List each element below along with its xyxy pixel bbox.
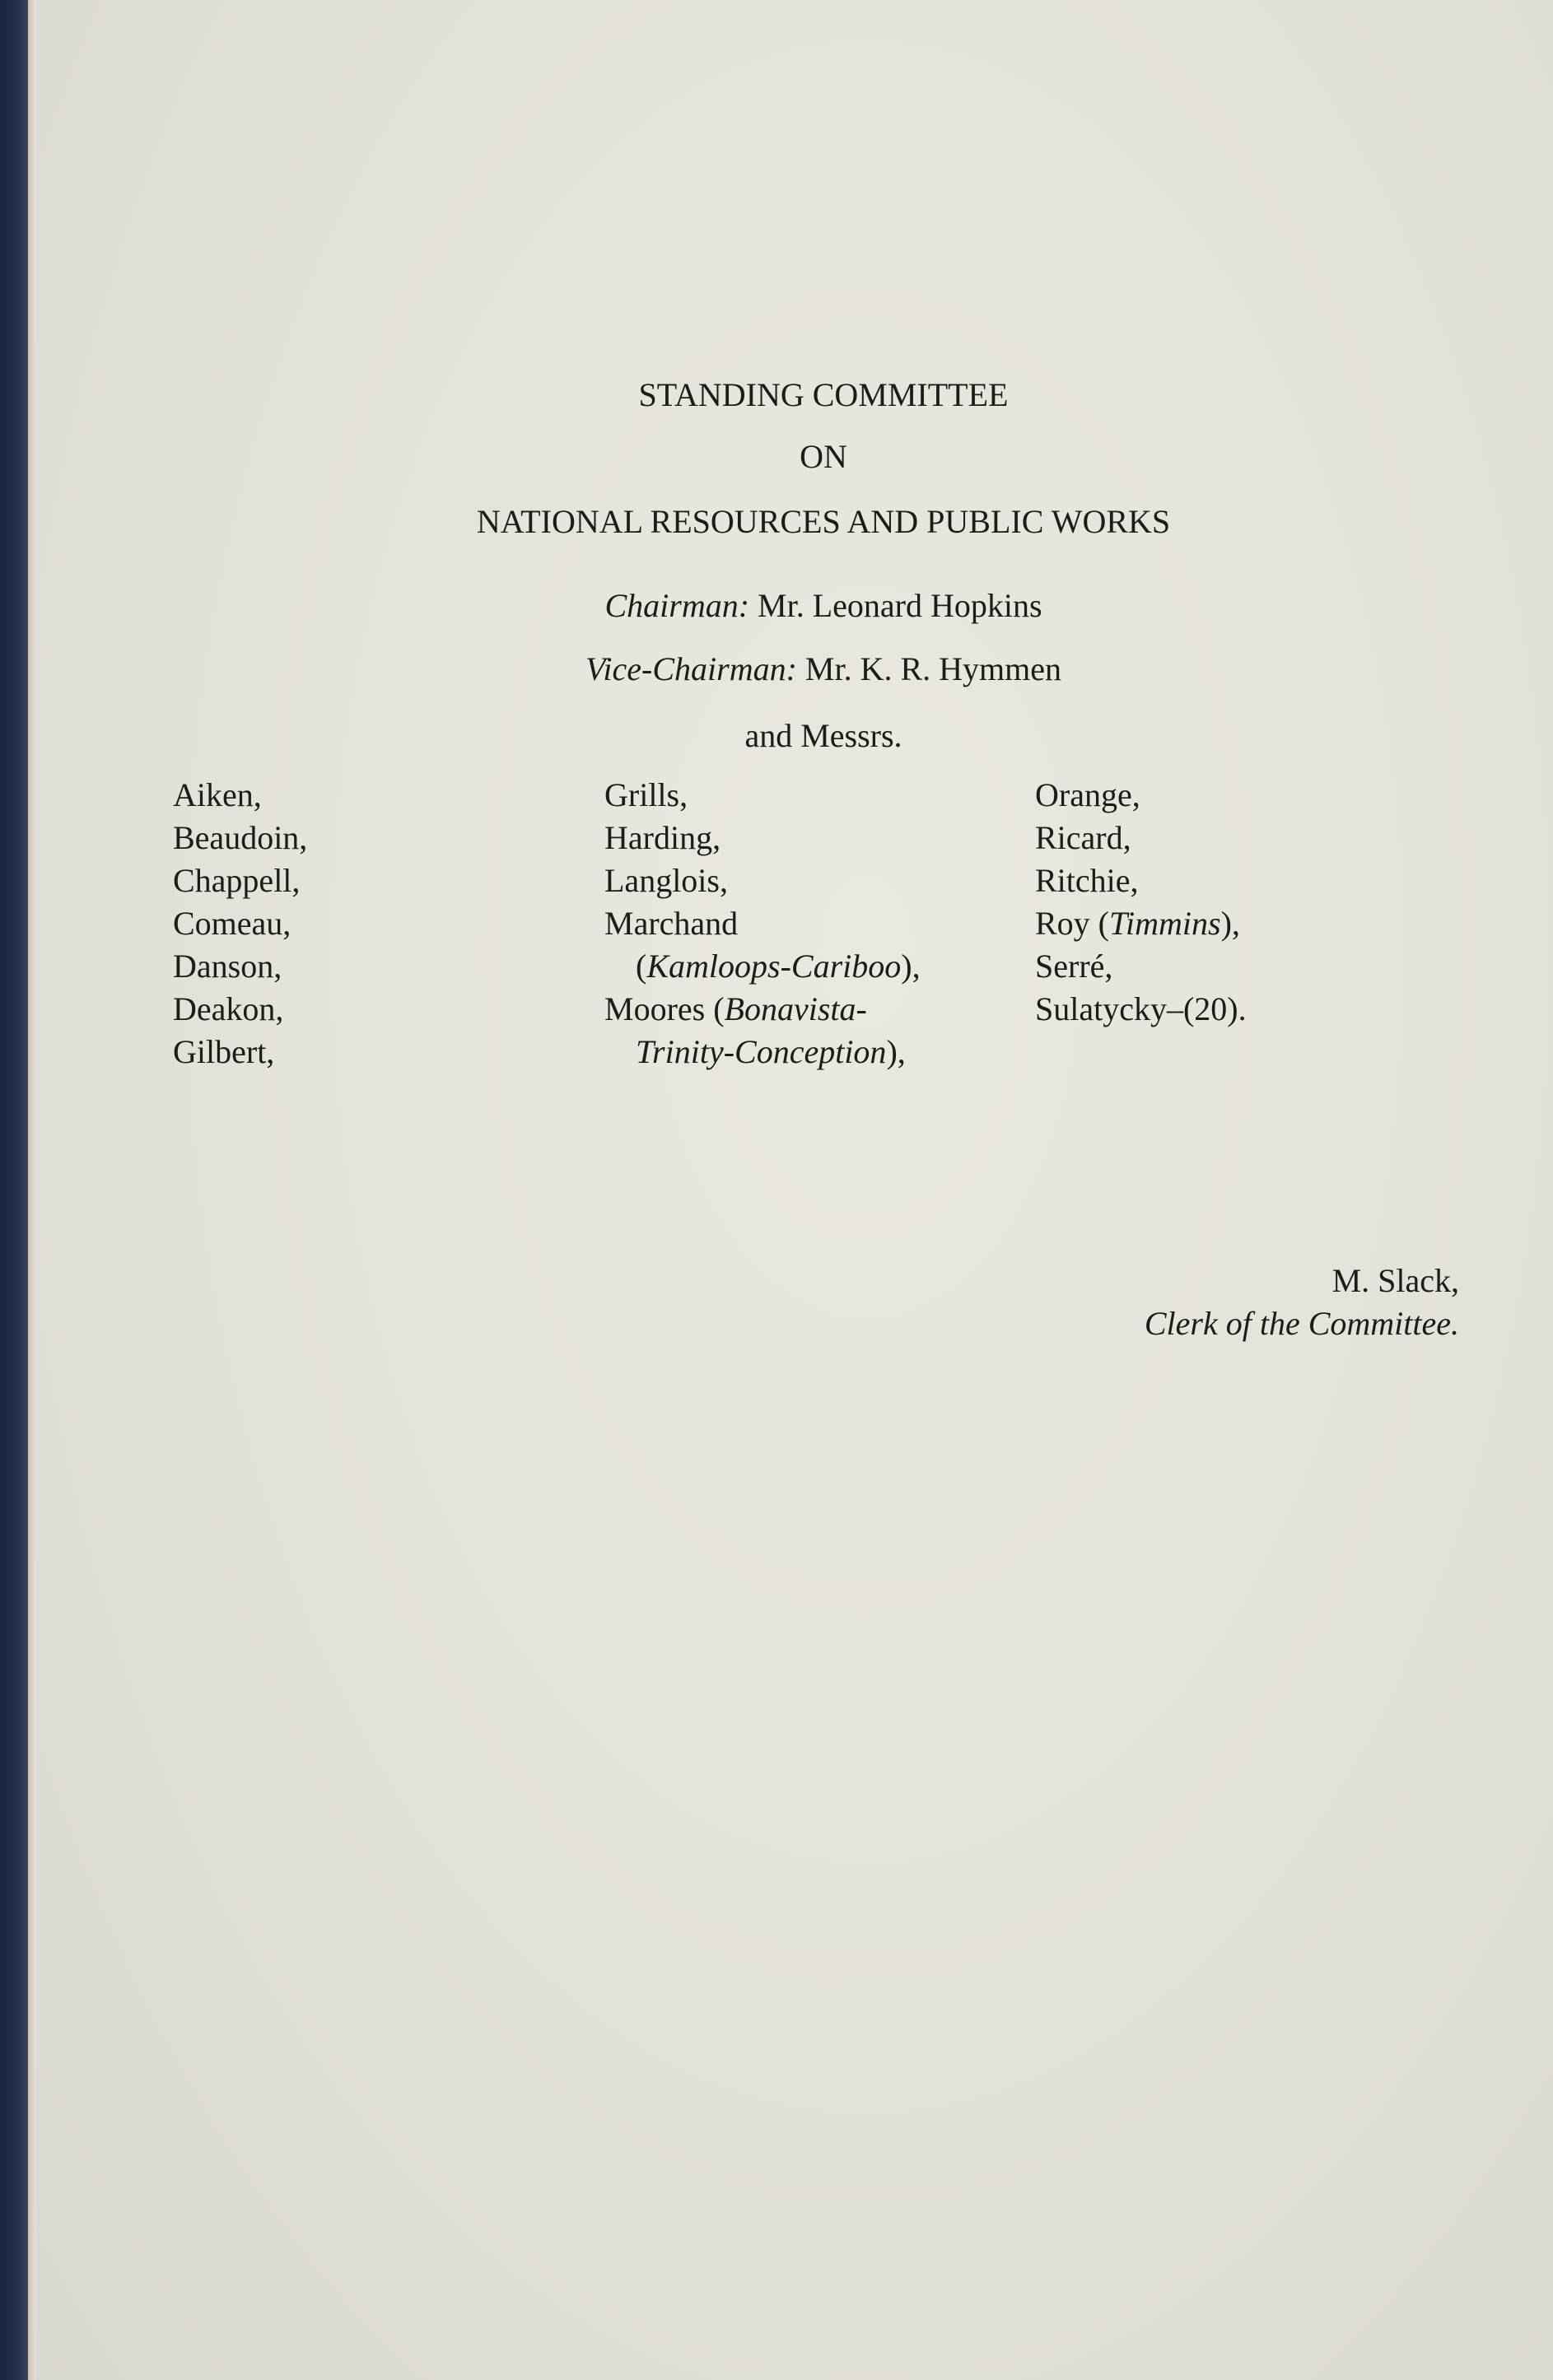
- riding-open-paren: (: [636, 948, 647, 985]
- committee-heading-line2: ON: [800, 438, 847, 475]
- member: [1035, 902, 1247, 945]
- member: [604, 988, 921, 1031]
- member: Danson,: [173, 948, 282, 985]
- member: Aiken,: [173, 776, 262, 813]
- member: Chappell,: [173, 862, 301, 899]
- riding-close-paren: ),: [886, 1033, 906, 1070]
- document-page: [28, 0, 1553, 2380]
- clerk-signature: [1145, 1260, 1459, 1345]
- riding-close-paren: ),: [901, 948, 921, 985]
- member-riding: [604, 1031, 921, 1074]
- members-column-2: [604, 774, 921, 1074]
- committee-heading-line3: NATIONAL RESOURCES AND PUBLIC WORKS: [476, 503, 1171, 540]
- vice-chairman-line: [428, 650, 1219, 687]
- member: Sulatycky–(20).: [1035, 990, 1247, 1027]
- member: Deakon,: [173, 990, 284, 1027]
- riding-name: Timmins: [1109, 905, 1221, 942]
- member: Serré,: [1035, 948, 1113, 985]
- page-edge: [28, 0, 36, 2380]
- chairman-role: Chairman:: [604, 587, 750, 624]
- member: Marchand: [604, 905, 739, 942]
- riding-name: Trinity-Conception: [636, 1033, 887, 1070]
- vice-chairman-name: Mr. K. R. Hymmen: [804, 650, 1062, 687]
- member: Langlois,: [604, 862, 728, 899]
- members-column-1: [173, 774, 307, 1074]
- book-spine: [0, 0, 28, 2380]
- vice-chairman-role: Vice-Chairman:: [585, 650, 797, 687]
- member: Orange,: [1035, 776, 1140, 813]
- member: Gilbert,: [173, 1033, 275, 1070]
- riding-close-paren: ),: [1220, 905, 1240, 942]
- committee-heading-line1: STANDING COMMITTEE: [638, 376, 1009, 413]
- member: Comeau,: [173, 905, 291, 942]
- chairman-name: Mr. Leonard Hopkins: [758, 587, 1042, 624]
- chairman-line: [428, 589, 1219, 622]
- clerk-title: Clerk of the Committee.: [1144, 1305, 1459, 1342]
- riding-name: Kamloops-Cariboo: [646, 948, 902, 985]
- riding-name: Bonavista-: [724, 990, 867, 1027]
- member: Harding,: [604, 819, 721, 856]
- member-name: Moores (: [604, 990, 725, 1027]
- clerk-name: M. Slack,: [1331, 1262, 1459, 1299]
- member-name: Roy (: [1035, 905, 1109, 942]
- member: Grills,: [604, 776, 688, 813]
- member-riding: [604, 945, 921, 988]
- and-messrs: and Messrs.: [744, 717, 902, 754]
- member: Beaudoin,: [173, 819, 308, 856]
- member: Ricard,: [1035, 819, 1131, 856]
- member: Ritchie,: [1035, 862, 1139, 899]
- members-column-3: [1035, 774, 1247, 1031]
